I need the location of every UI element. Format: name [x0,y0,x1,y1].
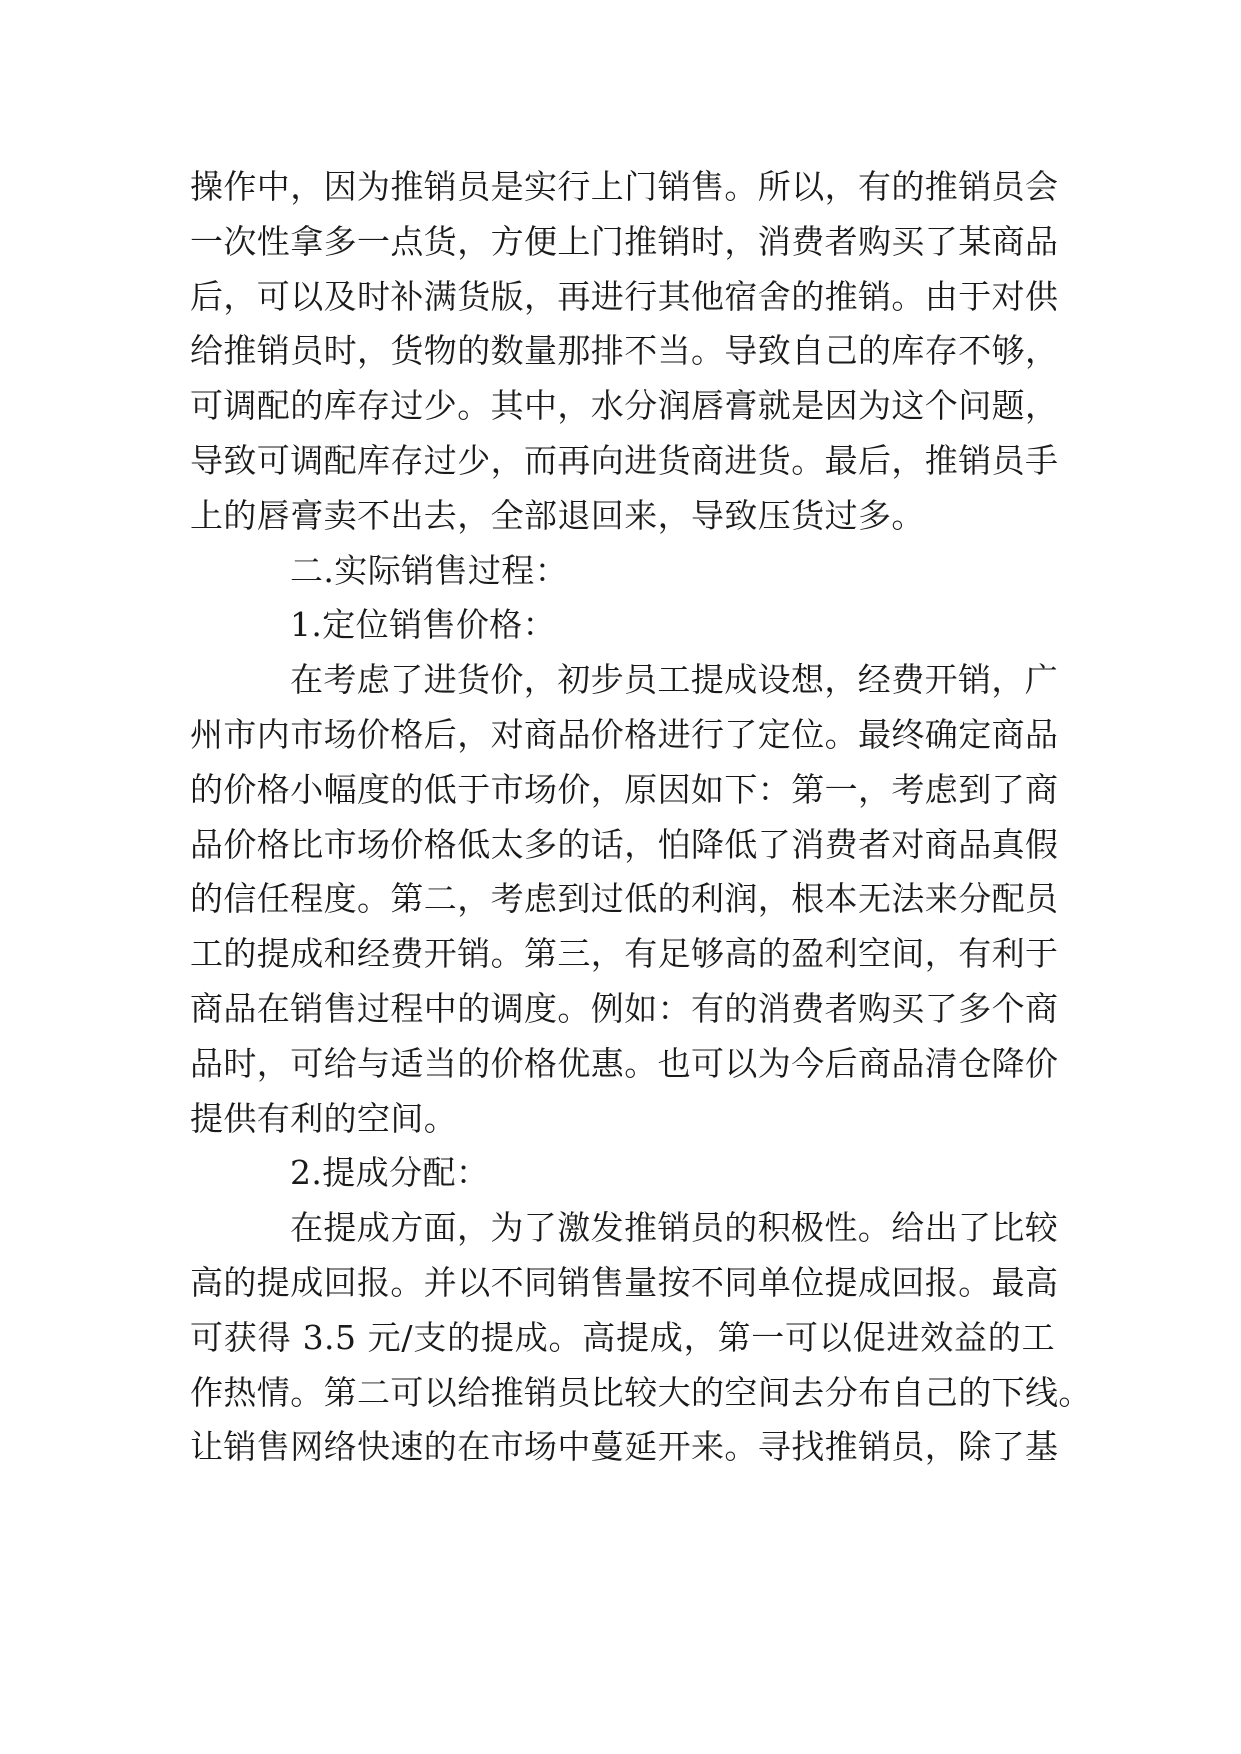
text-line: 品时，可给与适当的价格优惠。也可以为今后商品清仓降价 [190,1043,1059,1083]
text-line: 高的提成回报。并以不同销售量按不同单位提成回报。最高 [190,1262,1059,1302]
text-line: 让销售网络快速的在市场中蔓延开来。寻找推销员，除了基 [190,1427,1059,1467]
paragraph-first-line: 在考虑了进货价，初步员工提成设想，经费开销，广 [290,660,1059,700]
subsection-heading: 2.提成分配： [290,1153,490,1193]
text-line: 一次性拿多一点货，方便上门推销时，消费者购买了某商品 [190,221,1059,261]
text-line: 的价格小幅度的低于市场价，原因如下：第一，考虑到了商 [190,769,1059,809]
text-line: 可调配的库存过少。其中，水分润唇膏就是因为这个问题， [190,386,1059,426]
paragraph-first-line: 在提成方面，为了激发推销员的积极性。给出了比较 [290,1208,1059,1248]
text-line: 的信任程度。第二，考虑到过低的利润，根本无法来分配员 [190,879,1059,919]
subsection-heading: 1.定位销售价格： [290,605,557,645]
text-line: 作热情。第二可以给推销员比较大的空间去分布自己的下线。 [190,1372,1092,1412]
text-line: 给推销员时，货物的数量那排不当。导致自己的库存不够， [190,331,1059,371]
text-line: 操作中，因为推销员是实行上门销售。所以，有的推销员会 [190,167,1059,206]
text-line: 后，可以及时补满货版，再进行其他宿舍的推销。由于对供 [190,276,1059,316]
text-line: 提供有利的空间。 [190,1098,458,1138]
text-line: 上的唇膏卖不出去，全部退回来，导致压货过多。 [190,495,925,535]
text-line: 工的提成和经费开销。第三，有足够高的盈利空间，有利于 [190,934,1059,974]
text-line: 商品在销售过程中的调度。例如：有的消费者购买了多个商 [190,988,1059,1028]
text-line: 可获得 3.5 元/支的提成。高提成，第一可以促进效益的工 [190,1317,1055,1357]
text-line: 导致可调配库存过少，而再向进货商进货。最后，推销员手 [190,440,1059,480]
document-body [190,160,1092,1475]
section-heading: 二.实际销售过程： [290,550,569,590]
text-line: 州市内市场价格后，对商品价格进行了定位。最终确定商品 [190,714,1059,754]
text-line: 品价格比市场价格低太多的话，怕降低了消费者对商品真假 [190,824,1059,864]
